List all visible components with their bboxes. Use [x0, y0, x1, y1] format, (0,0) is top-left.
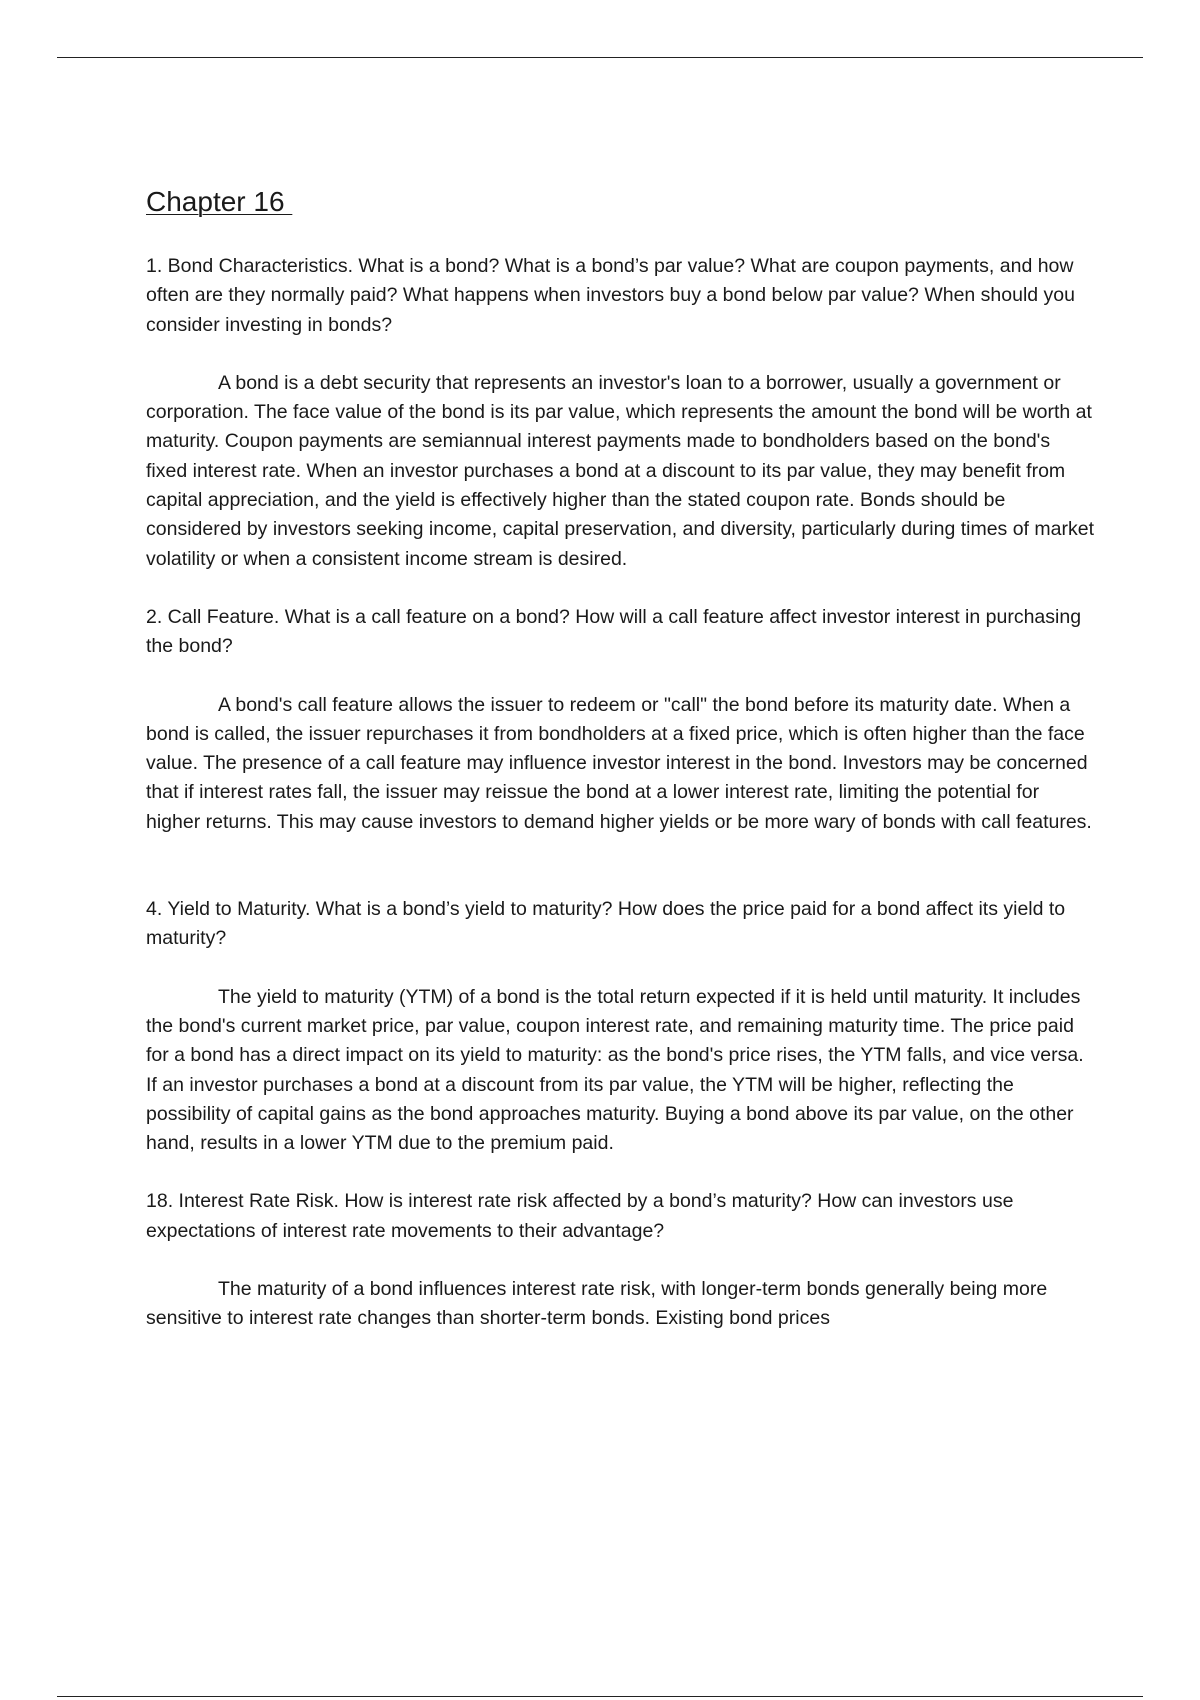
answer-1-bond-characteristics: A bond is a debt security that represents an investor's loan to a borrower, usually a government or corporation. The face value of the bond is its par value, which represents the amount the bond will be worth at maturity. Coupon payments are semiannual interest payments made to bondholders based on the bond's fixed interest rate. When an investor purchases a bond at a discount to its par value, they may benefit from capital appreciation, and the yield is effectively higher than the stated coupon rate. Bonds should be considered by investors seeking income, capital preservation, and diversity, particularly during times of market volatility or when a consistent income stream is desired.	[146, 371, 1094, 570]
answer-2-call-feature: A bond's call feature allows the issuer to redeem or "call" the bond before its maturity date. When a bond is called, the issuer repurchases it from bondholders at a fixed price, which is often higher than the face value. The presence of a call feature may influence investor interest in the bond. Investors may be concerned that if interest rates fall, the issuer may reissue the bond at a lower interest rate, limiting the potential for higher returns. This may cause investors to demand higher yields or be more wary of bonds with call features.	[146, 693, 1092, 833]
question-4-yield-to-maturity: 4. Yield to Maturity. What is a bond’s yield to maturity? How does the price paid for a bond affect its yield to maturity?	[146, 898, 1066, 950]
answer-4-yield-to-maturity: The yield to maturity (YTM) of a bond is the total return expected if it is held until maturity. It includes the bond's current market price, par value, coupon interest rate, and remaining maturity time. The price paid for a bond has a direct impact on its yield to maturity: as the bond's price rises, the YTM falls, and vice versa. If an investor purchases a bond at a discount from its par value, the YTM will be higher, reflecting the possibility of capital gains as the bond approaches maturity. Buying a bond above its par value, on the other hand, results in a lower YTM due to the premium paid.	[146, 985, 1084, 1155]
question-1-bond-characteristics: 1. Bond Characteristics. What is a bond? What is a bond’s par value? What are coupon payments, and how often are they normally paid? What happens when investors buy a bond below par value? When should you consider investing in bonds?	[146, 255, 1075, 336]
page-top-rule	[57, 57, 1143, 58]
document-body	[146, 182, 1096, 1334]
question-2-call-feature: 2. Call Feature. What is a call feature on a bond? How will a call feature affect investor interest in purchasing the bond?	[146, 605, 1082, 658]
question-18-interest-rate-risk: 18. Interest Rate Risk. How is interest rate risk affected by a bond’s maturity? How can investors use expectations of interest rate movements to their advantage?	[146, 1190, 1014, 1242]
answer-18-interest-rate-risk: The maturity of a bond influences interest rate risk, with longer-term bonds generally being more sensitive to interest rate changes than shorter-term bonds. Existing bond prices	[146, 1278, 1048, 1330]
chapter-title: Chapter 16	[146, 186, 293, 217]
page-bottom-rule	[57, 1696, 1143, 1697]
